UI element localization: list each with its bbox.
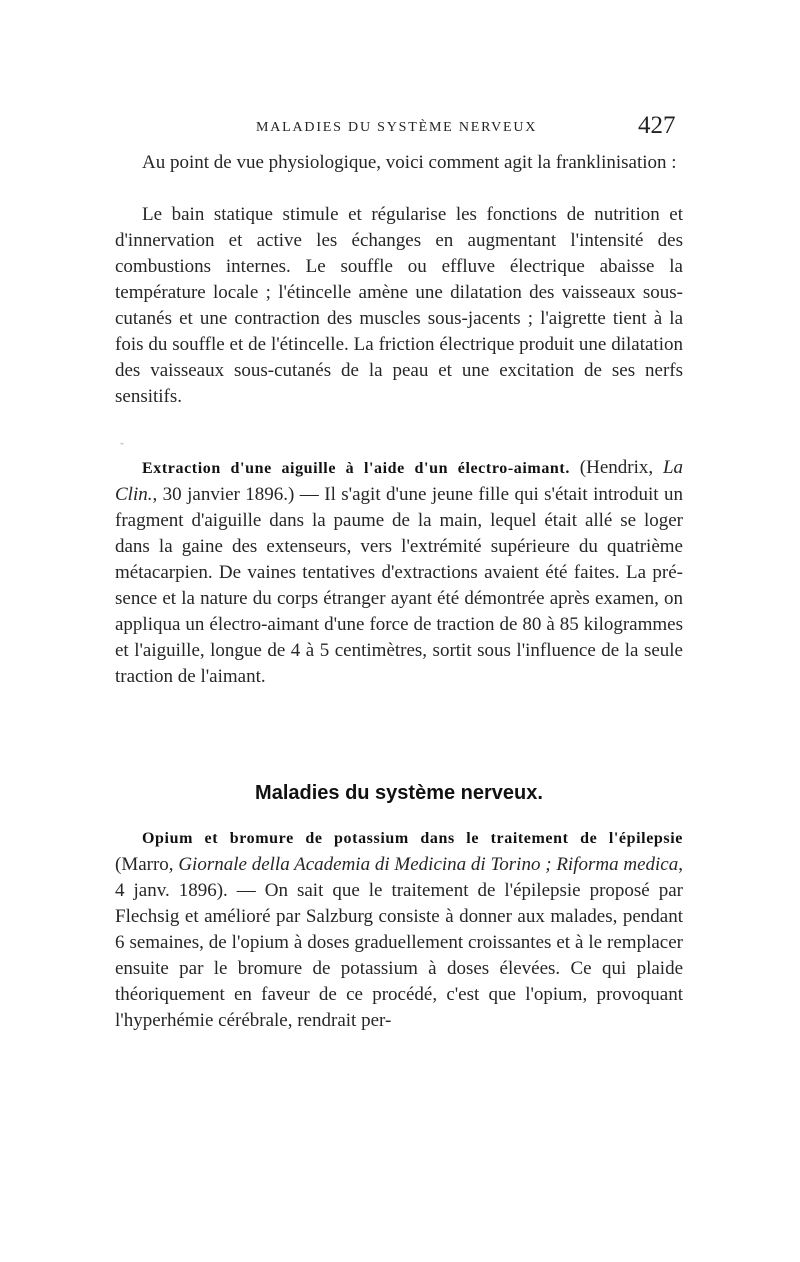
section-heading: Maladies du système nerveux. — [255, 782, 543, 804]
reference-date: , 30 janvier 1896.) — [152, 484, 295, 505]
reference-date: , 4 janv. 1896). — [115, 854, 683, 901]
reference-journal: Giornale della Academia di Medicina di Torino ; Riforma medica — [178, 854, 679, 875]
paragraph-text: Le bain statique stimule et régularise les fonctions de nutrition et d'innervation et active les échanges en augmentant l'intensité des combustions internes. Le souffle ou effluve électrique abaisse la température locale ; l'étincelle amène une dilatation des vaisseaux sous-cutanés et une contraction des muscles sous-jacents ; l'aigrette tient à la fois du souffle et de l'étincelle. La friction électrique produit une dilatation des vaisseaux sous-cutanés de la peau et une excitation de ses nerfs sensitifs. — [115, 204, 683, 407]
running-head — [0, 112, 800, 142]
paragraph-extraction-aiguille — [115, 455, 683, 690]
paragraph-text — [115, 455, 683, 690]
stray-ink-mark: ˇ — [120, 440, 124, 454]
paragraph-franklinisation-intro — [115, 150, 683, 176]
reference-author: (Marro, — [115, 854, 179, 875]
paragraph-opium-bromure — [115, 825, 683, 1034]
reference-author: (Hendrix, — [579, 457, 663, 478]
article-body: — On sait que le traitement de l'épilepsie proposé par Flechsig et amélioré par Salzburg consiste à donner aux malades, pendant 6 semaines, de l'opium à doses graduellement croissantes et à le remplacer ensuite par le bromure de potassium à doses élevées. Ce qui plaide théoriquement en faveur de ce procédé, c'est que l'opium, provoquant l'hyperhémie cérébrale, rendrait per- — [115, 880, 683, 1031]
article-title: Opium et bromure de potassium dans le traitement de l'épilepsie — [142, 830, 683, 847]
reference-journal: La Clin. — [115, 457, 684, 505]
running-head-title: MALADIES DU SYSTÈME NERVEUX — [256, 120, 538, 135]
article-title: Extraction d'une aiguille à l'aide d'un électro-aimant. — [142, 460, 570, 477]
page-number: 427 — [638, 112, 676, 139]
article-body: — Il s'agit d'une jeune fille qui s'était introduit un fragment d'aiguille dans la paume de la main, lequel était allé se loger dans la gaine des extenseurs, vers l'extrémité supérieure du quatrième métacarpien. De vaines tentatives d'extractions avaient été faites. La présence et la nature du corps étranger ayant été démontrée après examen, on appliqua un électro-aimant d'une force de traction de 80 à 85 kilogrammes et l'aiguille, longue de 4 à 5 centimètres, sortit sous l'influence de la seule traction de l'aimant. — [115, 484, 683, 687]
paragraph-bain-statique — [115, 202, 683, 410]
paragraph-text — [115, 825, 683, 1034]
paragraph-text: Au point de vue physiologique, voici comment agit la franklinisation : — [142, 152, 677, 173]
